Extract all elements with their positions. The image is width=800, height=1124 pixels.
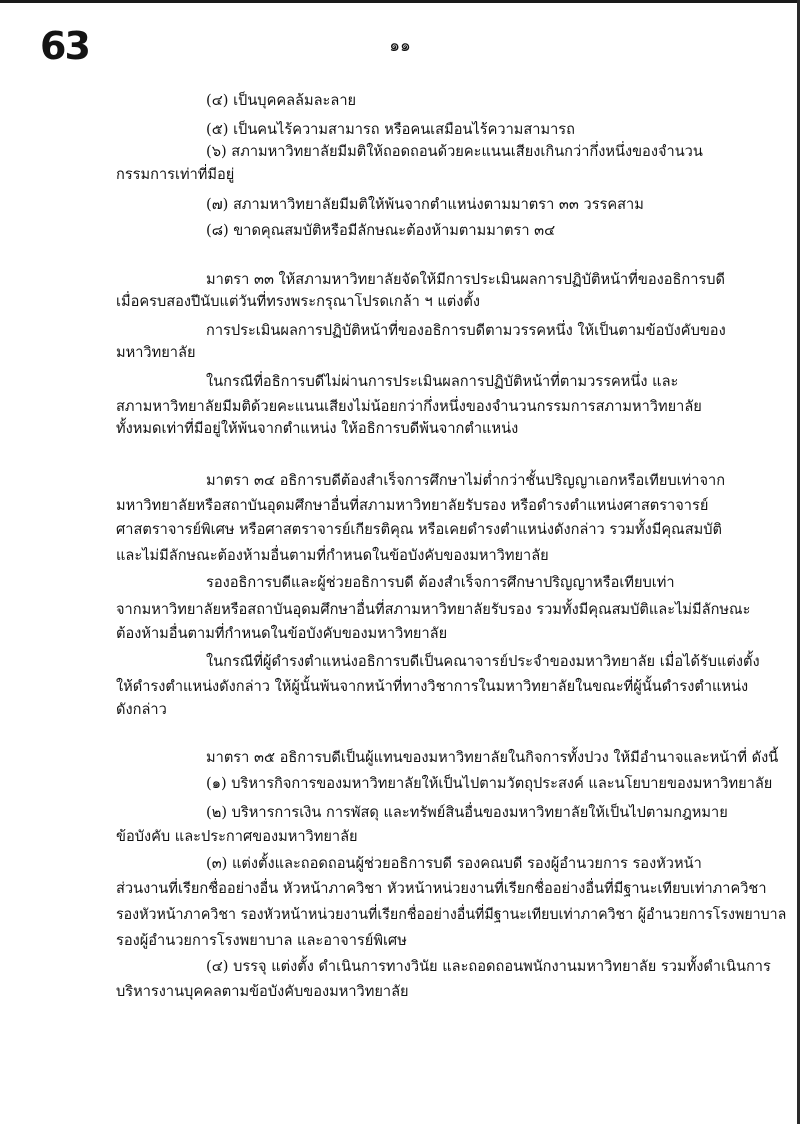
text-line: ในกรณีที่ผู้ดำรงตำแหน่งอธิการบดีเป็นคณาจารย์ประจำของมหาวิทยาลัย เมื่อได้รับแต่งตั้ง [206,653,760,670]
text-line: รองผู้อำนวยการโรงพยาบาล และอาจารย์พิเศษ [116,932,407,949]
text-line: รองหัวหน้าภาควิชา รองหัวหน้าหน่วยงานที่เรียกชื่ออย่างอื่นที่มีฐานะเทียบเท่าภาควิชา ผู้อำนวยการโรงพยาบาล [116,906,787,923]
section-heading: มาตรา ๓๓ ให้สภามหาวิทยาลัยจัดให้มีการประเมินผลการปฏิบัติหน้าที่ของอธิการบดี [206,271,726,288]
text-line: การประเมินผลการปฏิบัติหน้าที่ของอธิการบดีตามวรรคหนึ่ง ให้เป็นตามข้อบังคับของ [206,322,726,339]
list-item: (๒) บริหารการเงิน การพัสดุ และทรัพย์สินอื่นของมหาวิทยาลัยให้เป็นไปตามกฎหมาย [206,804,728,821]
text-line: กรรมการเท่าที่มีอยู่ [116,166,235,183]
list-item: (๗) สภามหาวิทยาลัยมีมติให้พ้นจากตำแหน่งตามมาตรา ๓๓ วรรคสาม [206,196,644,213]
text-line: ทั้งหมดเท่าที่มีอยู่ให้พ้นจากตำแหน่ง ให้อธิการบดีพ้นจากตำแหน่ง [116,420,519,437]
text-line: ส่วนงานที่เรียกชื่ออย่างอื่น หัวหน้าภาควิชา หัวหน้าหน่วยงานที่เรียกชื่ออย่างอื่นที่มีฐานะเทียบเท่าภาควิชา [116,880,767,897]
text-line: ให้ดำรงตำแหน่งดังกล่าว ให้ผู้นั้นพ้นจากหน้าที่ทางวิชาการในมหาวิทยาลัยในขณะที่ผู้นั้นดำรงตำแหน่ง [116,678,749,695]
text-line: และไม่มีลักษณะต้องห้ามอื่นตามที่กำหนดในข้อบังคับของมหาวิทยาลัย [116,547,549,564]
text-line: ข้อบังคับ และประกาศของมหาวิทยาลัย [116,828,358,845]
text-line: สภามหาวิทยาลัยมีมติด้วยคะแนนเสียงไม่น้อยกว่ากึ่งหนึ่งของจำนวนกรรมการสภามหาวิทยาลัย [116,398,702,415]
text-line: มหาวิทยาลัย [116,344,196,361]
list-item: (๔) เป็นบุคคลล้มละลาย [206,92,357,109]
list-item: (๔) บรรจุ แต่งตั้ง ดำเนินการทางวินัย และถอดถอนพนักงานมหาวิทยาลัย รวมทั้งดำเนินการ [206,958,771,975]
section-heading: มาตรา ๓๕ อธิการบดีเป็นผู้แทนของมหาวิทยาลัยในกิจการทั้งปวง ให้มีอำนาจและหน้าที่ ดังนี้ [206,749,779,766]
text-line: จากมหาวิทยาลัยหรือสถาบันอุดมศึกษาอื่นที่สภามหาวิทยาลัยรับรอง รวมทั้งมีคุณสมบัติและไม่มีลักษณะ [116,601,751,618]
text-line: ดังกล่าว [116,701,167,718]
text-line: รองอธิการบดีและผู้ช่วยอธิการบดี ต้องสำเร็จการศึกษาปริญญาหรือเทียบเท่า [206,574,675,591]
scan-edge-top [0,0,800,3]
text-line: มหาวิทยาลัยหรือสถาบันอุดมศึกษาอื่นที่สภามหาวิทยาลัยรับรอง หรือดำรงตำแหน่งศาสตราจารย์ [116,497,709,514]
page-number: ๑๑ [389,36,411,56]
list-item: (๕) เป็นคนไร้ความสามารถ หรือคนเสมือนไร้ความสามารถ [206,121,575,138]
text-line: ศาสตราจารย์พิเศษ หรือศาสตราจารย์เกียรติคุณ หรือเคยดำรงตำแหน่งดังกล่าว รวมทั้งมีคุณสมบัติ [116,521,722,538]
text-line: ในกรณีที่อธิการบดีไม่ผ่านการประเมินผลการปฏิบัติหน้าที่ตามวรรคหนึ่ง และ [206,373,679,390]
list-item: (๑) บริหารกิจการของมหาวิทยาลัยให้เป็นไปตามวัตถุประสงค์ และนโยบายของมหาวิทยาลัย [206,775,773,792]
text-line: ต้องห้ามอื่นตามที่กำหนดในข้อบังคับของมหาวิทยาลัย [116,625,448,642]
text-line: เมื่อครบสองปีนับแต่วันที่ทรงพระกรุณาโปรดเกล้า ฯ แต่งตั้ง [116,293,480,310]
list-item: (๓) แต่งตั้งและถอดถอนผู้ช่วยอธิการบดี รองคณบดี รองผู้อำนวยการ รองหัวหน้า [206,855,702,872]
text-line: บริหารงานบุคคลตามข้อบังคับของมหาวิทยาลัย [116,983,409,1000]
list-item: (๘) ขาดคุณสมบัติหรือมีลักษณะต้องห้ามตามมาตรา ๓๔ [206,222,556,239]
handwritten-page-mark: 63 [40,24,89,68]
list-item: (๖) สภามหาวิทยาลัยมีมติให้ถอดถอนด้วยคะแนนเสียงเกินกว่ากึ่งหนึ่งของจำนวน [206,143,703,160]
section-heading: มาตรา ๓๔ อธิการบดีต้องสำเร็จการศึกษาไม่ต่ำกว่าชั้นปริญญาเอกหรือเทียบเท่าจาก [206,472,726,489]
